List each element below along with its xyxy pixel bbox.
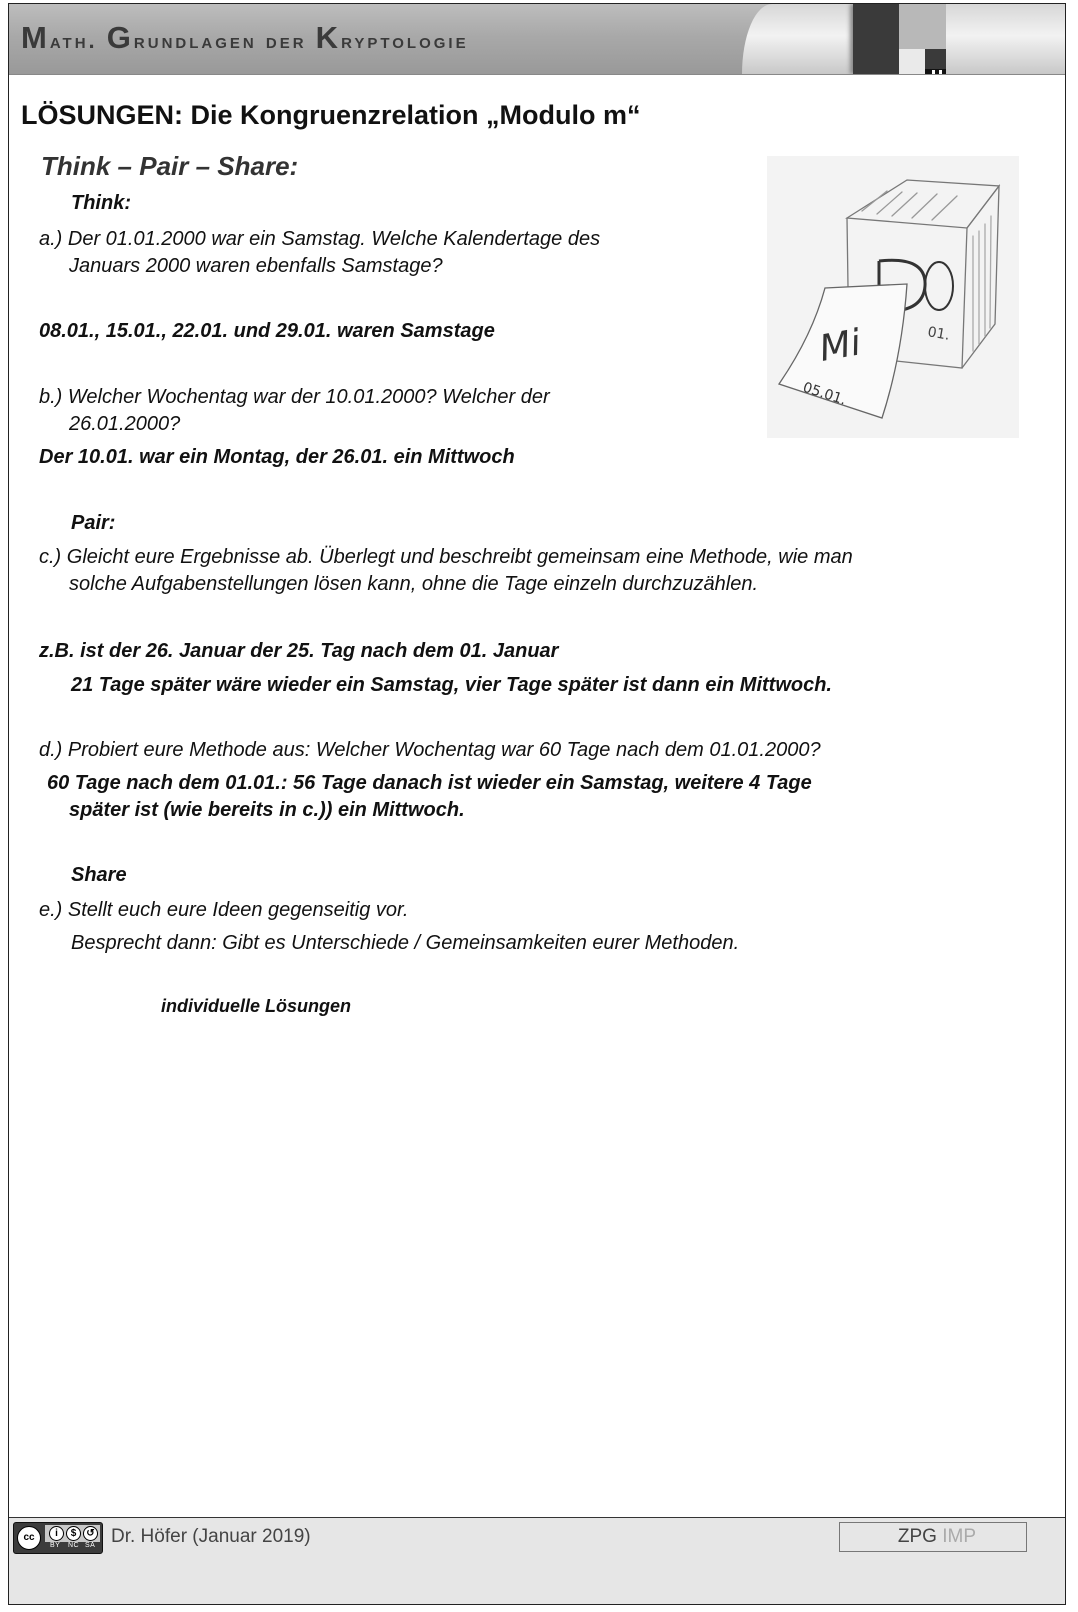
logo-block: [853, 4, 899, 74]
header-logo-graphic: [742, 4, 1065, 74]
task-e-question-2: Besprecht dann: Gibt es Unterschiede / Gemeinsamkeiten eurer Methoden.: [71, 932, 740, 954]
logo-block: [925, 69, 946, 74]
task-a-answer: 08.01., 15.01., 22.01. und 29.01. waren Samstage: [39, 320, 495, 342]
page-header: [9, 4, 1065, 75]
sharealike-icon: ↺: [83, 1526, 98, 1541]
calendar-cube-drawing: [767, 156, 1019, 438]
task-d-answer: 60 Tage nach dem 01.01.: 56 Tage danach ist wieder ein Samstag, weitere 4 Tage später ist (wie bereits in c.)) ein Mittwoch.: [47, 772, 812, 821]
logo-block: [925, 49, 946, 69]
attribution-icon: i: [49, 1526, 64, 1541]
logo-block: [939, 70, 942, 74]
task-e-note: individuelle Lösungen: [161, 996, 352, 1016]
pair-heading: Pair:: [71, 512, 116, 534]
task-c-answer-2: 21 Tage später wäre wieder ein Samstag, vier Tage später ist dann ein Mittwoch.: [71, 674, 832, 696]
logo-block: [899, 49, 925, 74]
method-subtitle: Think – Pair – Share:: [41, 151, 299, 181]
task-d-question: d.) Probiert eure Methode aus: Welcher Wochentag war 60 Tage nach dem 01.01.2000?: [39, 739, 821, 761]
header-title: Math. Grundlagen der Kryptologie: [21, 20, 469, 55]
cc-license-badge[interactable]: cc i $ ↺ BY NC SA: [13, 1522, 103, 1554]
sheet-date-text: 05.01.: [800, 379, 849, 409]
task-b-question: b.) Welcher Wochentag war der 10.01.2000? Welcher der 26.01.2000?: [39, 386, 550, 435]
cc-icon: cc: [17, 1526, 41, 1550]
task-e-question: e.) Stellt euch eure Ideen gegenseitig vor.: [39, 899, 409, 921]
zpg-imp-logo: ZPG IMP: [839, 1522, 1027, 1552]
task-c-answer-1: z.B. ist der 26. Januar der 25. Tag nach dem 01. Januar: [39, 640, 559, 662]
task-b-answer: Der 10.01. war ein Montag, der 26.01. ein Mittwoch: [39, 446, 515, 468]
task-c-question: c.) Gleicht eure Ergebnisse ab. Überlegt und beschreibt gemeinsam eine Methode, wie man solche Aufgabenstellungen lösen kann, ohne die Tage einzeln durchzuzählen.: [39, 546, 853, 595]
task-a-question: a.) Der 01.01.2000 war ein Samstag. Welche Kalendertage des Januars 2000 waren ebenfalls Samstage?: [39, 228, 601, 277]
page-title: LÖSUNGEN: Die Kongruenzrelation „Modulo m“: [21, 100, 641, 130]
cube-side: [962, 186, 999, 368]
logo-block: [932, 70, 935, 74]
cube-date-text: 01.: [926, 324, 952, 344]
share-heading: Share: [71, 864, 127, 886]
logo-block: [899, 4, 946, 49]
sheet-weekday-text: Mi: [816, 322, 865, 370]
calendar-cube-sketch: [767, 156, 1019, 438]
noncommercial-icon: $: [66, 1526, 81, 1541]
page-footer: [9, 1517, 1065, 1604]
author-credit: Dr. Höfer (Januar 2019): [111, 1526, 311, 1547]
think-heading: Think:: [71, 192, 131, 214]
worksheet-page: [8, 3, 1066, 1605]
